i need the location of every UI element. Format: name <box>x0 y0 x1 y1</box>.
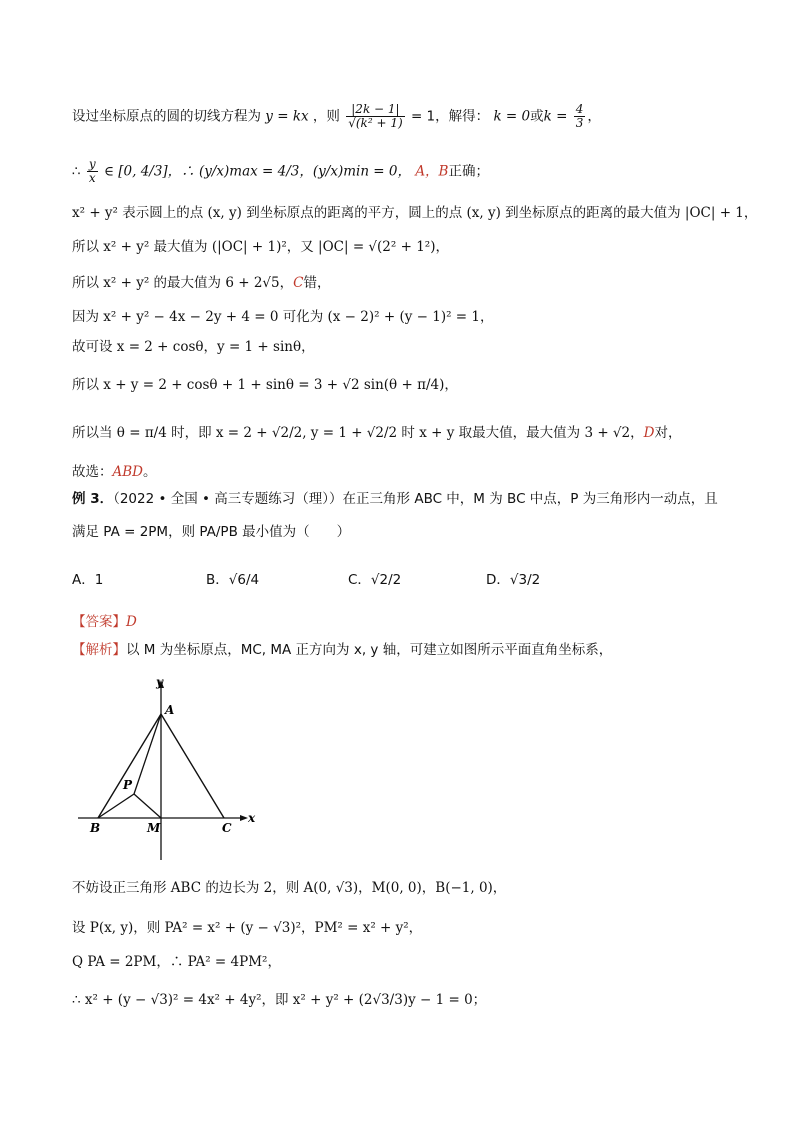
segment-pa <box>134 714 161 794</box>
text: 以 M 为坐标原点，MC, MA 正方向为 x, y 轴，可建立如图所示平面直角坐标系， <box>126 642 613 658</box>
highlight: A，B <box>415 163 449 180</box>
math: y = kx <box>265 108 309 125</box>
math: ∈ [0, 4/3]，∴ (y/x)max = 4/3，(y/x)min = 0， <box>103 163 412 180</box>
text: ，则 <box>312 108 340 125</box>
text: 错， <box>303 275 331 291</box>
option-c: C．√2/2 <box>348 572 402 588</box>
line-maxval <box>72 273 330 293</box>
x-axis-arrow <box>240 815 248 821</box>
math: k = <box>543 108 568 125</box>
text: 正确； <box>448 163 489 180</box>
text: 所以 x² + y² 最大值为 (|OC| + 1)²，又 |OC| = √(2² + 1²)， <box>72 239 449 255</box>
text: Q PA = 2PM，∴ PA² = 4PM²， <box>72 954 281 970</box>
segment-bp <box>98 794 134 818</box>
step-1 <box>72 878 506 898</box>
example-question <box>72 522 350 542</box>
text: 或 <box>530 108 544 125</box>
line-distance <box>72 203 757 223</box>
text: ∴ x² + (y − √3)² = 4x² + 4y²，即 x² + y² + (2√3/3)y − 1 = 0； <box>72 992 487 1008</box>
answer-value: D <box>126 614 137 630</box>
edge-ab <box>98 714 161 818</box>
step-3 <box>72 952 281 972</box>
line-tangent <box>72 103 601 130</box>
text: 满足 PA = 2PM，则 PA/PB 最小值为（ ） <box>72 524 351 540</box>
highlight: D <box>643 425 655 441</box>
text: x² + y² 表示圆上的点 (x, y) 到坐标原点的距离的平方，圆上的点 (x, y) 到坐标原点的距离的最大值为 |OC| + 1， <box>72 205 758 221</box>
label-a: A <box>165 703 175 717</box>
text: ∴ <box>72 163 81 180</box>
label-x: x <box>248 811 256 825</box>
text: 。 <box>143 464 157 480</box>
answer-line <box>72 612 137 632</box>
segment-pm <box>134 794 161 818</box>
answer-label: 【答案】 <box>72 614 126 630</box>
math: k = 0 <box>493 108 531 125</box>
label-c: C <box>222 821 232 835</box>
text: 因为 x² + y² − 4x − 2y + 4 = 0 可化为 (x − 2)² + (y − 1)² = 1， <box>72 309 494 325</box>
line-choice <box>72 462 157 482</box>
step-4 <box>72 990 486 1010</box>
text: 设过坐标原点的圆的切线方程为 <box>72 108 261 125</box>
text: （2022 • 全国 • 高三专题练习（理））在正三角形 ABC 中，M 为 BC 中点，P 为三角形内一动点，且 <box>113 491 718 507</box>
text: ， <box>587 108 601 125</box>
label-b: B <box>90 821 101 835</box>
text: 所以当 θ = π/4 时，即 x = 2 + √2/2, y = 1 + √2/2 时 x + y 取最大值，最大值为 3 + √2， <box>72 425 644 441</box>
label-y: y <box>156 675 163 689</box>
line-param <box>72 337 315 357</box>
text: 所以 x² + y² 的最大值为 6 + 2√5， <box>72 275 294 291</box>
label-p: P <box>123 778 133 792</box>
text: 不妨设正三角形 ABC 的边长为 2，则 A(0, √3)，M(0, 0)，B(−1, 0)， <box>72 880 507 896</box>
line-sum <box>72 375 458 395</box>
text: 对， <box>654 425 682 441</box>
analysis-line <box>72 640 612 660</box>
line-ratio <box>72 158 489 185</box>
line-when <box>72 423 681 443</box>
text: = 1，解得： <box>410 108 490 125</box>
label-m: M <box>147 821 161 835</box>
text: 所以 x + y = 2 + cosθ + 1 + sinθ = 3 + √2 sin(θ + π/4)， <box>72 377 458 393</box>
fraction: $\frac{y}{x}$ <box>88 157 96 185</box>
option-d: D．√3/2 <box>486 572 541 588</box>
edge-ac <box>161 714 224 818</box>
line-circle <box>72 307 493 327</box>
coordinate-figure <box>72 672 272 867</box>
fraction: $\frac{4}{3}$ <box>575 102 584 130</box>
highlight: ABD <box>112 464 143 480</box>
step-2 <box>72 918 422 938</box>
text: 设 P(x, y)，则 PA² = x² + (y − √3)²，PM² = x² + y²， <box>72 920 423 936</box>
text: 故可设 x = 2 + cosθ，y = 1 + sinθ， <box>72 339 315 355</box>
line-max <box>72 237 449 257</box>
example-label: 例 3． <box>72 491 114 507</box>
analysis-label: 【解析】 <box>72 642 126 658</box>
text: 故选： <box>72 464 113 480</box>
example-header <box>72 489 718 509</box>
highlight: C <box>293 275 304 291</box>
option-b: B．√6/4 <box>206 572 260 588</box>
option-a: A．1 <box>72 572 104 588</box>
fraction: $\frac{|2k - 1|}{\text{√(k² + 1)}}$ <box>348 102 403 130</box>
